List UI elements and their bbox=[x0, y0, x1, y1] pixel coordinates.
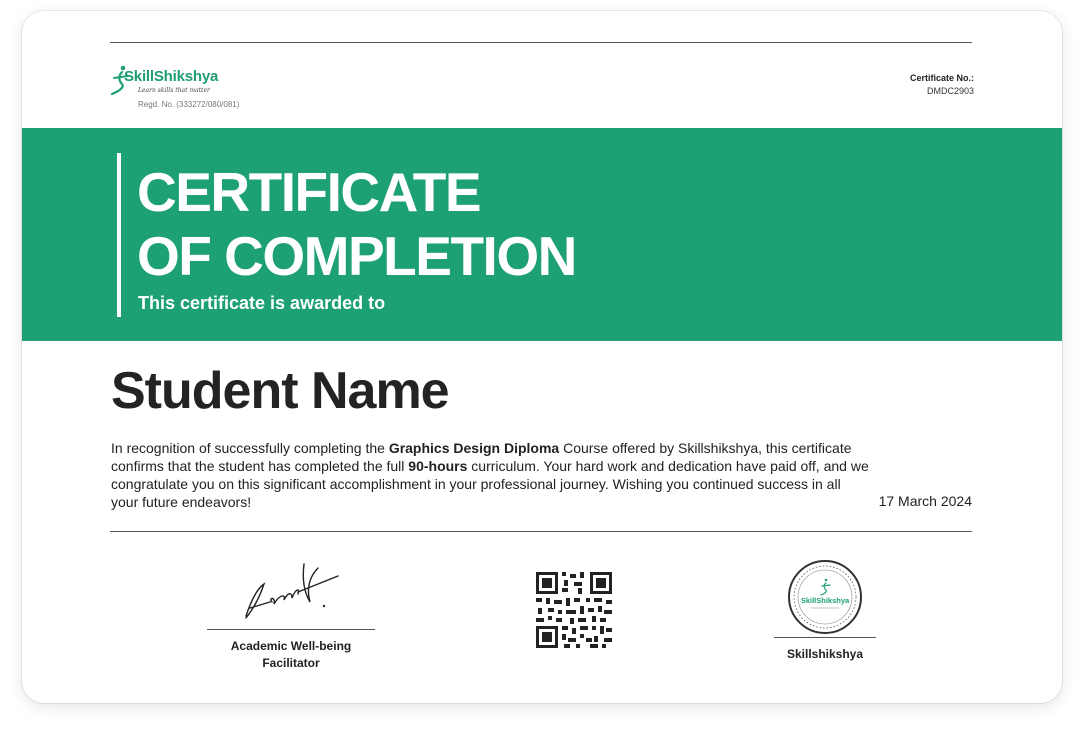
qr-code bbox=[536, 572, 612, 648]
course-name: Graphics Design Diploma bbox=[388, 440, 560, 456]
certificate-number: DMDC2903 bbox=[926, 86, 974, 96]
seal-name: Skillshikshya bbox=[786, 647, 864, 661]
top-divider bbox=[110, 42, 972, 43]
brand-tagline: Learn skills that matter bbox=[138, 87, 210, 94]
awarded-to-text: This certificate is awarded to bbox=[138, 293, 386, 313]
description-part-1: In recognition of successfully completing the bbox=[111, 440, 389, 456]
signature-line bbox=[207, 629, 375, 630]
title-banner bbox=[22, 128, 1062, 341]
course-hours: 90-hours bbox=[408, 458, 468, 474]
description-part-3: curriculum. Your hard work and dedication have paid off, and we congratulate you on this significant accomplishment in your professional journey. Wishing you continued success in all your future endeavors! bbox=[111, 458, 869, 510]
certificate-card bbox=[22, 11, 1062, 703]
seal-line bbox=[774, 637, 876, 638]
signatory-role-line-1: Academic Well-being bbox=[230, 639, 352, 653]
certificate-description bbox=[111, 439, 871, 511]
certificate-title bbox=[137, 160, 576, 288]
signatory-role-line-2: Facilitator bbox=[262, 656, 320, 670]
seal-text: SkillShikshya bbox=[800, 596, 850, 605]
signature bbox=[240, 558, 340, 624]
title-line-1: CERTIFICATE bbox=[137, 161, 481, 223]
footer-divider bbox=[110, 531, 972, 532]
student-name: Student Name bbox=[111, 362, 449, 420]
banner-accent-bar bbox=[117, 153, 121, 317]
title-line-2: OF COMPLETION bbox=[137, 225, 576, 287]
skillshikshya-seal bbox=[785, 559, 865, 635]
brand-name: SkillShikshya bbox=[124, 68, 219, 85]
description-part-2: Course offered by Skillshikshya, this certificate confirms that the student has completed the full bbox=[111, 440, 852, 474]
registration-number: Regd. No. (333272/080/081) bbox=[138, 100, 240, 109]
signatory-role bbox=[207, 638, 375, 672]
issue-date: 17 March 2024 bbox=[878, 493, 972, 509]
certificate-number-label: Certificate No.: bbox=[909, 73, 974, 83]
